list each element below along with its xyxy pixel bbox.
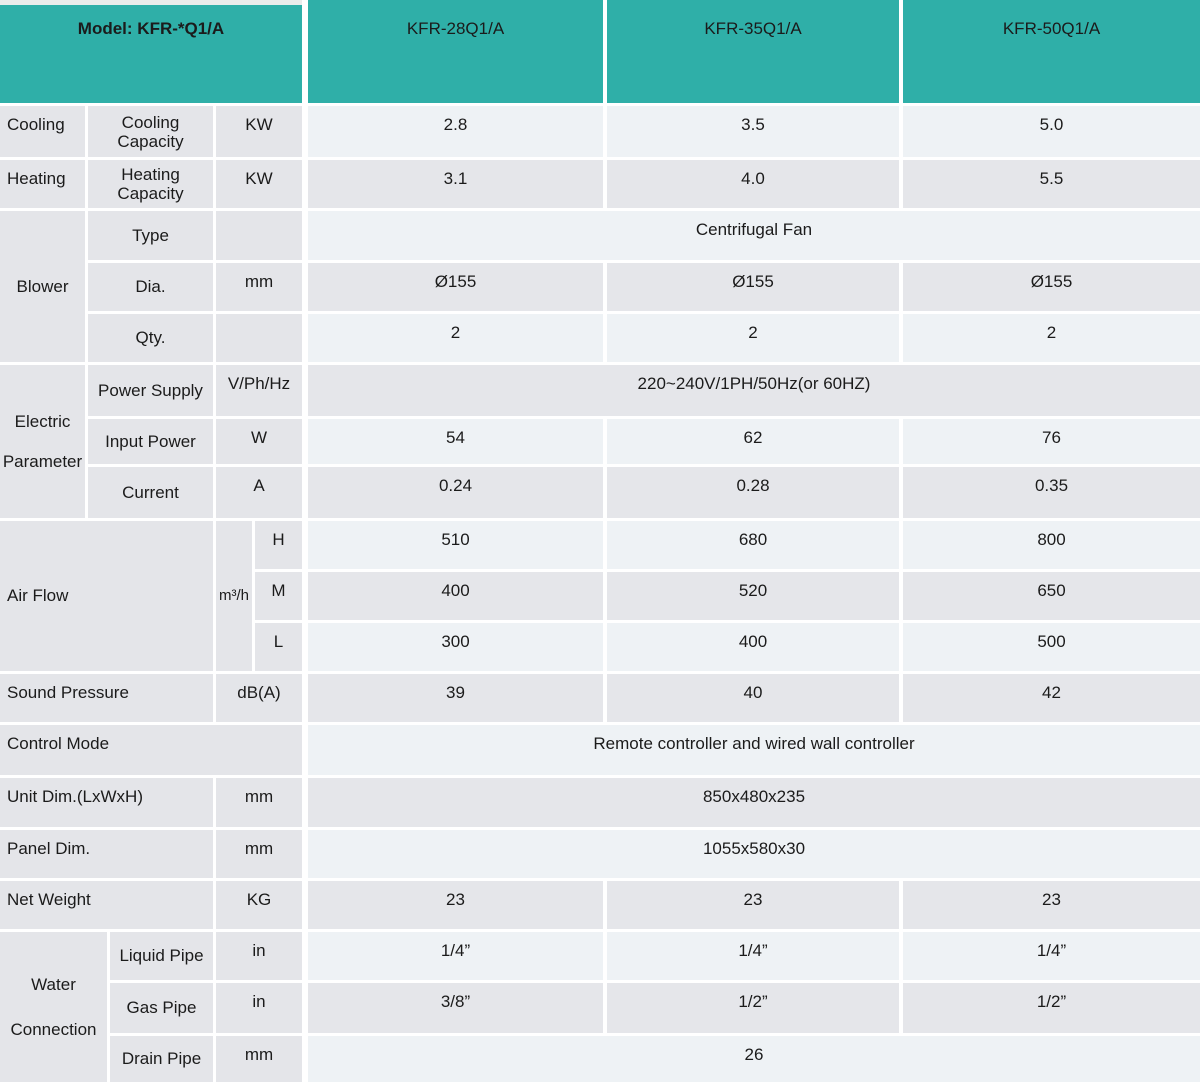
value-cell: 0.24: [308, 467, 603, 518]
unit-label: KW: [216, 160, 302, 208]
value-cell-span: 850x480x235: [308, 778, 1200, 827]
liquid-pipe-row: [110, 932, 1200, 980]
value-cell: 23: [308, 881, 603, 929]
value-cell: Ø155: [308, 263, 603, 311]
value-cell: 1/4”: [607, 932, 899, 980]
airflow-high-row: [255, 521, 1200, 569]
model-header-cell: Model: KFR-*Q1/A: [0, 0, 302, 103]
category-label: Electric Parameter: [0, 365, 85, 518]
value-cell: 1/4”: [308, 932, 603, 980]
category-label: Control Mode: [0, 725, 302, 775]
value-cell: 5.0: [903, 106, 1200, 157]
value-cell: 500: [903, 623, 1200, 671]
header-row: [0, 0, 1200, 103]
unit-label: KG: [216, 881, 302, 929]
category-label: Sound Pressure: [0, 674, 213, 722]
value-cell: 2.8: [308, 106, 603, 157]
model-column-header-3: KFR-50Q1/A: [903, 0, 1200, 103]
unit-label: mm: [216, 830, 302, 878]
param-label: Drain Pipe: [110, 1036, 213, 1082]
value-cell: 42: [903, 674, 1200, 722]
category-label: Panel Dim.: [0, 830, 213, 878]
drain-pipe-row: [110, 1036, 1200, 1082]
value-cell: 3.5: [607, 106, 899, 157]
unit-label: KW: [216, 106, 302, 157]
unit-label: [216, 211, 302, 260]
category-label: Net Weight: [0, 881, 213, 929]
value-cell: 3.1: [308, 160, 603, 208]
airflow-section: [0, 521, 1200, 671]
value-cell: 1/2”: [903, 983, 1200, 1033]
blower-qty-row: [88, 314, 1200, 362]
control-mode-row: [0, 725, 1200, 775]
value-cell: 2: [308, 314, 603, 362]
value-cell: Ø155: [903, 263, 1200, 311]
unit-label: [216, 314, 302, 362]
model-column-header-1: KFR-28Q1/A: [308, 0, 603, 103]
level-label: H: [255, 521, 302, 569]
param-label: Cooling Capacity: [88, 106, 213, 157]
level-label: L: [255, 623, 302, 671]
value-cell: 1/4”: [903, 932, 1200, 980]
value-cell: 0.28: [607, 467, 899, 518]
param-label: Power Supply: [88, 365, 213, 416]
param-label: Gas Pipe: [110, 983, 213, 1033]
value-cell: 2: [903, 314, 1200, 362]
value-cell: 800: [903, 521, 1200, 569]
category-label: Cooling: [0, 106, 85, 157]
value-cell-span: 1055x580x30: [308, 830, 1200, 878]
value-cell: 62: [607, 419, 899, 464]
input-power-row: [88, 419, 1200, 464]
gas-pipe-row: [110, 983, 1200, 1033]
value-cell: 520: [607, 572, 899, 620]
water-connection-section: [0, 932, 1200, 1082]
value-cell: 76: [903, 419, 1200, 464]
unit-label: mm: [216, 1036, 302, 1082]
value-cell: 300: [308, 623, 603, 671]
param-label: Dia.: [88, 263, 213, 311]
unit-label: in: [216, 983, 302, 1033]
value-cell: 4.0: [607, 160, 899, 208]
power-supply-row: [88, 365, 1200, 416]
blower-section: [0, 211, 1200, 362]
unit-label: dB(A): [216, 674, 302, 722]
blower-type-row: [88, 211, 1200, 260]
value-cell-span: Remote controller and wired wall controller: [308, 725, 1200, 775]
blower-dia-row: [88, 263, 1200, 311]
value-cell-span: Centrifugal Fan: [308, 211, 1200, 260]
model-column-header-2: KFR-35Q1/A: [607, 0, 899, 103]
airflow-mid-row: [255, 572, 1200, 620]
unit-label: A: [216, 467, 302, 518]
unit-label: V/Ph/Hz: [216, 365, 302, 416]
category-label: Water Connection: [0, 932, 107, 1082]
electric-section: [0, 365, 1200, 518]
airflow-low-row: [255, 623, 1200, 671]
current-row: [88, 467, 1200, 518]
value-cell-span: 26: [308, 1036, 1200, 1082]
value-cell-span: 220~240V/1PH/50Hz(or 60HZ): [308, 365, 1200, 416]
value-cell: 0.35: [903, 467, 1200, 518]
unit-label: mm: [216, 778, 302, 827]
value-cell: 39: [308, 674, 603, 722]
value-cell: 40: [607, 674, 899, 722]
value-cell: 23: [903, 881, 1200, 929]
value-cell: 2: [607, 314, 899, 362]
level-label: M: [255, 572, 302, 620]
cooling-row: [0, 106, 1200, 157]
value-cell: 510: [308, 521, 603, 569]
param-label: Heating Capacity: [88, 160, 213, 208]
unit-label: W: [216, 419, 302, 464]
category-label: Blower: [0, 211, 85, 362]
category-label: Heating: [0, 160, 85, 208]
unit-dim-row: [0, 778, 1200, 827]
value-cell: 400: [607, 623, 899, 671]
unit-label: mm: [216, 263, 302, 311]
value-cell: Ø155: [607, 263, 899, 311]
value-cell: 650: [903, 572, 1200, 620]
value-cell: 3/8”: [308, 983, 603, 1033]
category-label: Unit Dim.(LxWxH): [0, 778, 213, 827]
param-label: Liquid Pipe: [110, 932, 213, 980]
param-label: Input Power: [88, 419, 213, 464]
param-label: Current: [88, 467, 213, 518]
param-label: Qty.: [88, 314, 213, 362]
value-cell: 680: [607, 521, 899, 569]
net-weight-row: [0, 881, 1200, 929]
sound-pressure-row: [0, 674, 1200, 722]
category-label: Air Flow: [0, 521, 213, 671]
unit-label: m³/h: [216, 521, 252, 671]
heating-row: [0, 160, 1200, 208]
panel-dim-row: [0, 830, 1200, 878]
value-cell: 400: [308, 572, 603, 620]
unit-label: in: [216, 932, 302, 980]
value-cell: 1/2”: [607, 983, 899, 1033]
value-cell: 23: [607, 881, 899, 929]
value-cell: 5.5: [903, 160, 1200, 208]
value-cell: 54: [308, 419, 603, 464]
param-label: Type: [88, 211, 213, 260]
